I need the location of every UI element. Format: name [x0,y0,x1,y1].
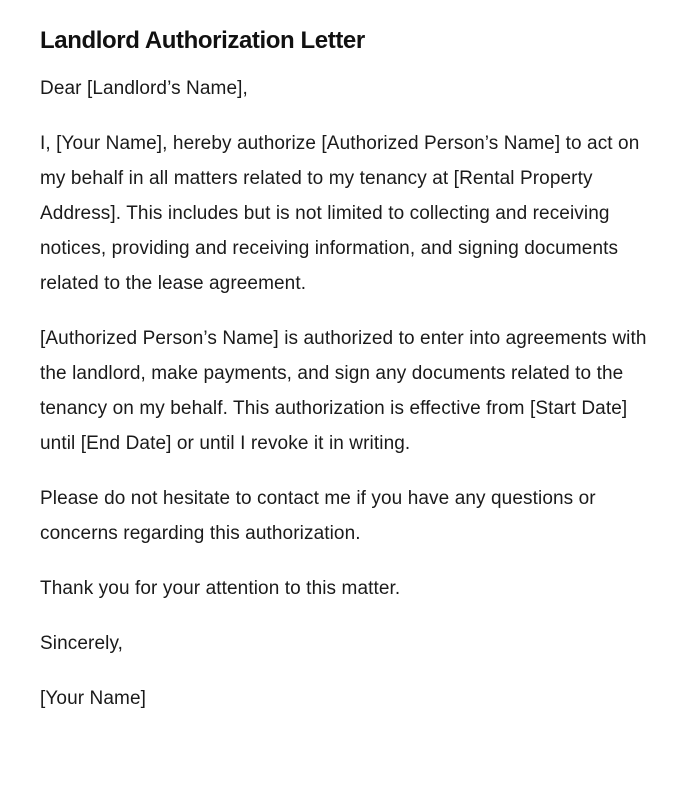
letter-closing: Sincerely, [40,633,124,654]
authority-scope-paragraph: [Authorized Person’s Name] is authorized to enter into agreements with the landlord, make payments, and sign any documents related to the tenancy on my behalf. This authorization is effective from [Start Date] until [End Date] or until I revoke it in writing. [40,328,647,454]
letter-greeting: Dear [Landlord’s Name], [40,78,248,99]
contact-paragraph: Please do not hesitate to contact me if you have any questions or concerns regarding this authorization. [40,488,596,544]
letter-title: Landlord Authorization Letter [40,27,365,54]
letter-signature: [Your Name] [40,688,147,709]
thank-you-paragraph: Thank you for your attention to this matter. [40,578,401,599]
letter-document [40,24,650,736]
authorization-paragraph: I, [Your Name], hereby authorize [Authorized Person’s Name] to act on my behalf in all matters related to my tenancy at [Rental Property Address]. This includes but is not limited to collecting and receiving notices, providing and receiving information, and signing documents related to the lease agreement. [40,133,640,294]
